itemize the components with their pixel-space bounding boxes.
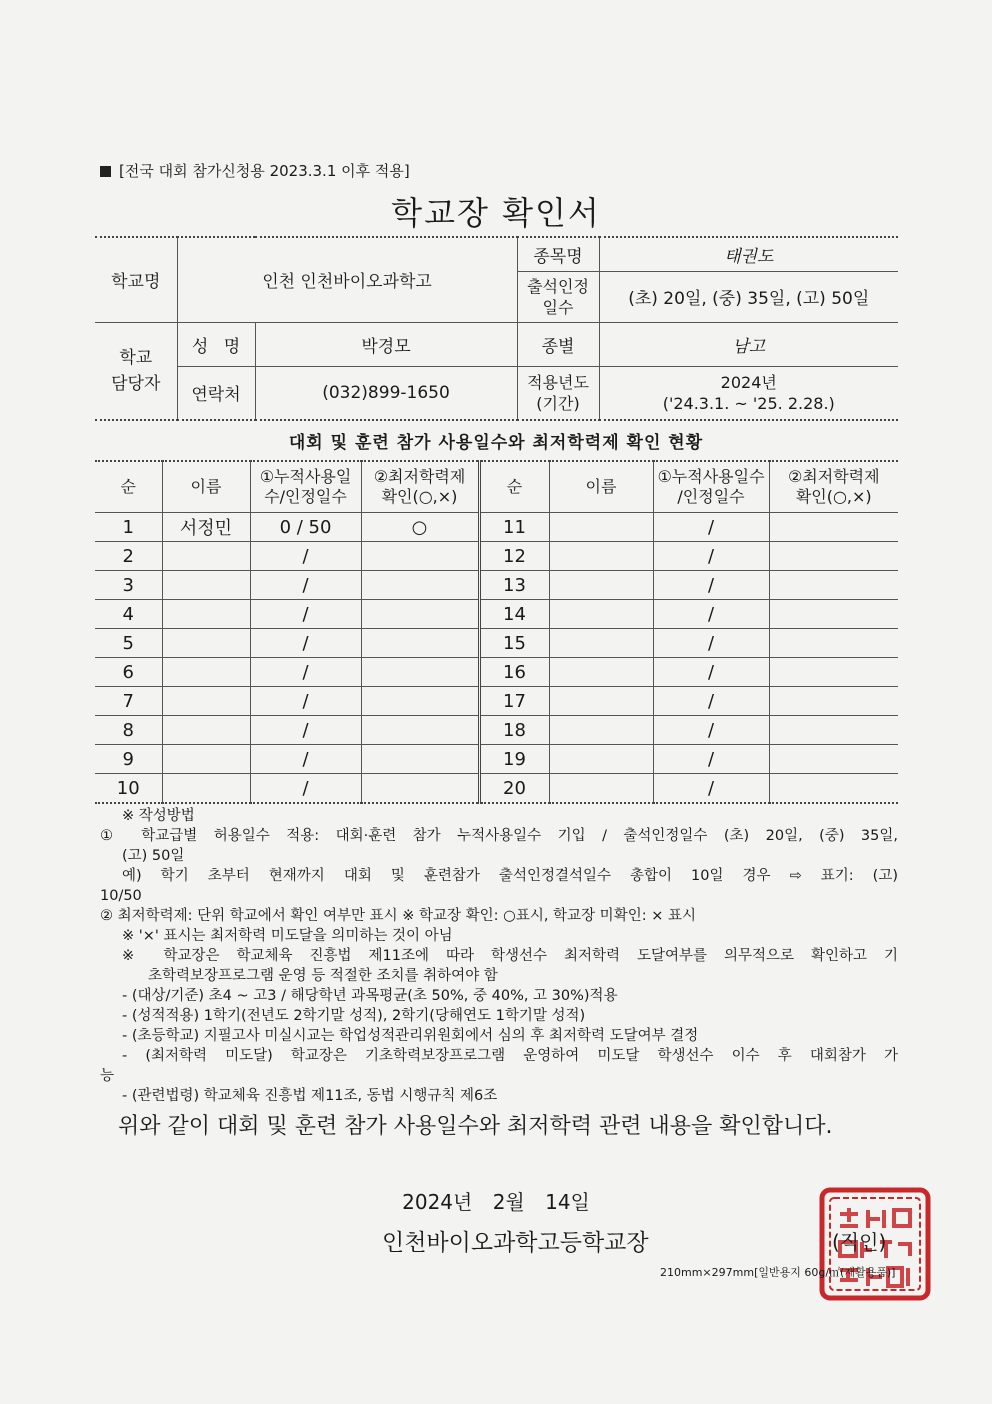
instruction-line: - (대상/기준) 초4 ~ 고3 / 해당학년 과목평균(초 50%, 중 40%, 고 30%)적용	[122, 988, 618, 1004]
row-no-left: 6	[95, 658, 162, 687]
row-days-left: /	[250, 571, 361, 600]
row-check-right	[769, 513, 898, 542]
row-no-right: 15	[479, 629, 549, 658]
row-no-right: 13	[479, 571, 549, 600]
row-check-right	[769, 629, 898, 658]
row-no-left: 5	[95, 629, 162, 658]
header-days-left	[250, 461, 361, 513]
year-label-line1: 적용년도	[527, 372, 589, 392]
header-no-right: 순	[479, 461, 549, 513]
header-days-left-line2: 수/인정일수	[264, 487, 347, 506]
row-check-right	[769, 542, 898, 571]
table-row	[95, 600, 898, 629]
instruction-line: ※ '×' 표시는 최저학력 미도달을 의미하는 것이 아님	[122, 928, 453, 944]
header-no-left: 순	[95, 461, 162, 513]
row-name-right	[549, 513, 653, 542]
row-no-right: 18	[479, 716, 549, 745]
header-check-left-line2: 확인(○,×)	[381, 487, 458, 506]
attendance-value: (초) 20일, (중) 35일, (고) 50일	[599, 271, 898, 322]
row-no-left: 9	[95, 745, 162, 774]
row-name-left	[162, 687, 250, 716]
row-check-right	[769, 774, 898, 804]
header-name-left: 이름	[162, 461, 250, 513]
row-check-left	[361, 571, 479, 600]
row-name-left	[162, 629, 250, 658]
table-row	[95, 774, 898, 804]
row-no-right: 14	[479, 600, 549, 629]
row-days-left: /	[250, 542, 361, 571]
document-date: 2024년 2월 14일	[402, 1190, 590, 1214]
table-row	[95, 658, 898, 687]
row-check-right	[769, 745, 898, 774]
writing-instructions	[100, 806, 898, 1106]
row-check-left	[361, 629, 479, 658]
manager-label-line2: 담당자	[111, 373, 161, 394]
seal-label: (직인)	[832, 1230, 887, 1254]
instruction-line: 능	[100, 1068, 115, 1084]
table-row	[95, 513, 898, 542]
row-days-right: /	[653, 542, 769, 571]
table-row	[95, 745, 898, 774]
row-days-right: /	[653, 629, 769, 658]
row-check-right	[769, 716, 898, 745]
attendance-label-line1: 출석인정	[527, 276, 589, 296]
row-check-left	[361, 745, 479, 774]
row-days-right: /	[653, 774, 769, 804]
row-days-right: /	[653, 571, 769, 600]
row-days-right: /	[653, 600, 769, 629]
row-no-left: 8	[95, 716, 162, 745]
roster-header-row	[95, 461, 898, 513]
row-days-right: /	[653, 716, 769, 745]
row-days-right: /	[653, 658, 769, 687]
row-name-left	[162, 542, 250, 571]
row-name-left	[162, 571, 250, 600]
table-row	[95, 571, 898, 600]
instruction-line: ① 학교급별 허용일수 적용: 대회·훈련 참가 누적사용일수 기입 / 출석인정일수 (초) 20일, (중) 35일,	[100, 828, 898, 844]
name-value: 박경모	[255, 322, 517, 366]
manager-label	[95, 322, 177, 420]
row-name-right	[549, 542, 653, 571]
year-value-line2: ('24.3.1. ~ '25. 2.28.)	[662, 393, 835, 413]
header-note	[100, 160, 410, 181]
row-days-left: /	[250, 658, 361, 687]
roster-body	[95, 513, 898, 804]
row-name-right	[549, 745, 653, 774]
row-name-left	[162, 600, 250, 629]
row-check-left	[361, 774, 479, 804]
row-days-right: /	[653, 745, 769, 774]
row-check-right	[769, 571, 898, 600]
row-check-left: ○	[361, 513, 479, 542]
row-check-left	[361, 658, 479, 687]
instruction-line: - (초등학교) 지필고사 미실시교는 학업성적관리위원회에서 심의 후 최저학력 도달여부 결정	[122, 1028, 699, 1044]
instruction-line: - (성적적용) 1학기(전년도 2학기말 성적), 2학기(당해연도 1학기말 성적)	[122, 1008, 586, 1024]
year-label-line2: (기간)	[536, 393, 580, 413]
row-no-left: 10	[95, 774, 162, 804]
year-value	[599, 366, 898, 420]
row-days-left: /	[250, 600, 361, 629]
row-name-left	[162, 745, 250, 774]
row-no-right: 19	[479, 745, 549, 774]
instruction-line: - (관련법령) 학교체육 진흥법 제11조, 동법 시행규칙 제6조	[122, 1088, 498, 1104]
row-name-left: 서정민	[162, 513, 250, 542]
instruction-line: ② 최저학력제: 단위 학교에서 확인 여부만 표시 ※ 학교장 확인: ○표시, 학교장 미확인: × 표시	[100, 908, 696, 924]
row-days-right: /	[653, 513, 769, 542]
instruction-line: (고) 50일	[122, 848, 185, 864]
attendance-label-line2: 일수	[542, 297, 574, 317]
closing-statement: 위와 같이 대회 및 훈련 참가 사용일수와 최저학력 관련 내용을 확인합니다.	[118, 1114, 833, 1139]
row-check-right	[769, 658, 898, 687]
instruction-line: - (최저학력 미도달) 학교장은 기초학력보장프로그램 운영하여 미도달 학생선수 이수 후 대회참가 가	[122, 1048, 898, 1064]
roster-table	[95, 460, 898, 804]
principal-title: 인천바이오과학고등학교장	[382, 1230, 649, 1256]
paper-spec: 210mm×297mm[일반용지 60g/㎡(재활용품)]	[660, 1266, 896, 1279]
header-days-right	[653, 461, 769, 513]
gender-value: 남고	[599, 322, 898, 366]
attendance-label	[517, 271, 599, 322]
instruction-line: 예) 학기 초부터 현재까지 대회 및 훈련참가 출석인정결석일수 총합이 10일 경우 ⇨ 표기: (고)	[122, 868, 898, 884]
instruction-line: ※ 학교장은 학교체육 진흥법 제11조에 따라 학생선수 최저학력 도달여부를 의무적으로 확인하고 기	[122, 948, 898, 964]
name-label: 성 명	[177, 322, 255, 366]
table-row	[95, 716, 898, 745]
header-check-right	[769, 461, 898, 513]
header-days-left-line1: ①누적사용일	[259, 467, 352, 486]
row-days-left: /	[250, 687, 361, 716]
header-days-right-line1: ①누적사용일수	[657, 467, 765, 486]
table-row	[95, 542, 898, 571]
row-no-left: 3	[95, 571, 162, 600]
row-name-right	[549, 716, 653, 745]
row-no-left: 7	[95, 687, 162, 716]
row-name-right	[549, 600, 653, 629]
table-row	[95, 687, 898, 716]
row-check-left	[361, 687, 479, 716]
contact-label: 연락처	[177, 366, 255, 420]
sport-label: 종목명	[517, 237, 599, 271]
roster-subtitle: 대회 및 훈련 참가 사용일수와 최저학력제 확인 현황	[288, 433, 704, 453]
row-days-left: /	[250, 716, 361, 745]
row-check-right	[769, 687, 898, 716]
row-name-left	[162, 774, 250, 804]
row-days-left: /	[250, 774, 361, 804]
instruction-line: ※ 작성방법	[122, 808, 195, 824]
header-note-text: [전국 대회 참가신청용 2023.3.1 이후 적용]	[119, 162, 410, 180]
row-no-right: 17	[479, 687, 549, 716]
header-check-left-line1: ②최저학력제	[373, 467, 466, 486]
contact-value: (032)899-1650	[255, 366, 517, 420]
sport-value: 태권도	[599, 237, 898, 271]
school-label: 학교명	[95, 237, 177, 322]
row-no-right: 20	[479, 774, 549, 804]
row-name-right	[549, 629, 653, 658]
row-check-left	[361, 716, 479, 745]
row-days-left: /	[250, 745, 361, 774]
header-check-left	[361, 461, 479, 513]
row-name-right	[549, 774, 653, 804]
row-no-left: 4	[95, 600, 162, 629]
info-table	[95, 236, 898, 421]
row-no-right: 12	[479, 542, 549, 571]
row-check-right	[769, 600, 898, 629]
row-name-right	[549, 687, 653, 716]
header-name-right: 이름	[549, 461, 653, 513]
row-no-left: 1	[95, 513, 162, 542]
gender-label: 종별	[517, 322, 599, 366]
row-days-left: 0 / 50	[250, 513, 361, 542]
row-no-right: 11	[479, 513, 549, 542]
manager-label-line1: 학교	[119, 347, 153, 368]
year-label	[517, 366, 599, 420]
row-name-right	[549, 571, 653, 600]
header-check-right-line1: ②최저학력제	[787, 467, 880, 486]
school-name: 인천 인천바이오과학고	[177, 237, 517, 322]
row-name-left	[162, 658, 250, 687]
header-check-right-line2: 확인(○,×)	[795, 487, 872, 506]
year-value-line1: 2024년	[720, 372, 777, 392]
table-row	[95, 629, 898, 658]
row-name-left	[162, 716, 250, 745]
row-no-right: 16	[479, 658, 549, 687]
row-check-left	[361, 542, 479, 571]
row-days-left: /	[250, 629, 361, 658]
square-bullet-icon	[100, 166, 111, 177]
page-title: 학교장 확인서	[391, 194, 601, 232]
row-days-right: /	[653, 687, 769, 716]
row-check-left	[361, 600, 479, 629]
instruction-line: 초학력보장프로그램 운영 등 적절한 조치를 취하여야 함	[148, 968, 498, 984]
header-days-right-line2: /인정일수	[677, 487, 745, 506]
row-name-right	[549, 658, 653, 687]
row-no-left: 2	[95, 542, 162, 571]
instruction-line: 10/50	[100, 888, 142, 904]
